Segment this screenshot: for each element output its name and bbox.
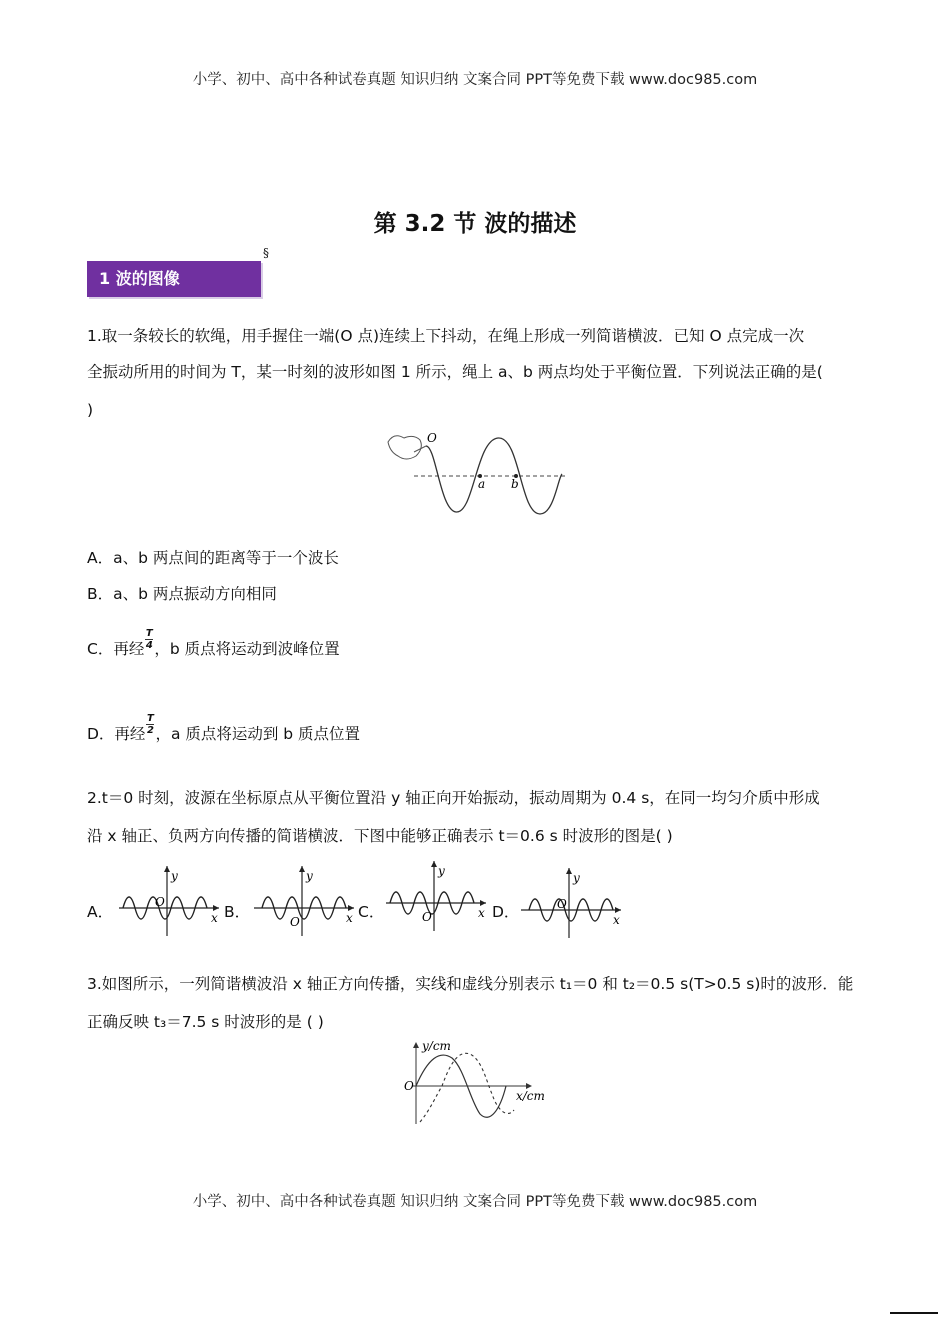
axis-x-label: x bbox=[613, 913, 620, 927]
q1-option-c-text: ，b 质点将运动到波峰位置 bbox=[154, 640, 340, 658]
q2-option-b-label: B． bbox=[224, 903, 251, 921]
axis-x-label: x bbox=[211, 911, 218, 925]
axis-x-label: x bbox=[346, 911, 353, 925]
q2-line1: 2.t＝0 时刻，波源在坐标原点从平衡位置沿 y 轴正向开始振动，振动周期为 0.4 s，在同一均匀介质中形成 bbox=[87, 789, 820, 807]
axis-y-label: y bbox=[573, 871, 580, 885]
q1-option-a: A．a、b 两点间的距离等于一个波长 bbox=[87, 549, 339, 567]
q2-line2: 沿 x 轴正、负两方向传播的简谐横波．下图中能够正确表示 t＝0.6 s 时波形的图是( ) bbox=[87, 827, 673, 845]
axis-x-label: x bbox=[478, 906, 485, 920]
label-b: b bbox=[511, 477, 519, 491]
q1-option-d-prefix: D．再经 bbox=[87, 725, 146, 743]
section-mark: § bbox=[263, 246, 269, 260]
axis-y-label: y/cm bbox=[422, 1040, 451, 1053]
page-header: 小学、初中、高中各种试卷真题 知识归纳 文案合同 PPT等免费下载 www.doc985.com bbox=[192, 72, 758, 88]
label-o: O bbox=[427, 431, 437, 445]
section-heading: 1 波的图像 bbox=[87, 261, 261, 297]
q3-wave-figure bbox=[400, 1040, 550, 1128]
label-a: a bbox=[478, 477, 486, 491]
q1-option-c bbox=[87, 628, 340, 659]
q2-graph-d bbox=[517, 862, 627, 942]
q1-option-d bbox=[87, 713, 360, 744]
dashed-wave bbox=[420, 1053, 514, 1122]
fraction-t-over-2: $\frac{T}{2}$ bbox=[146, 713, 154, 736]
corner-rule bbox=[890, 1312, 938, 1314]
q1-option-c-prefix: C．再经 bbox=[87, 640, 145, 658]
origin-label: O bbox=[155, 895, 165, 909]
q1-wave-figure bbox=[380, 428, 580, 523]
axis-y-label: y bbox=[306, 869, 313, 883]
axis-y-label: y bbox=[171, 869, 178, 883]
q3-line2: 正确反映 t₃＝7.5 s 时波形的是 ( ) bbox=[87, 1013, 324, 1031]
q1-line3: ) bbox=[87, 401, 94, 419]
q1-option-d-text: ，a 质点将运动到 b 质点位置 bbox=[155, 725, 361, 743]
page-title: 第 3.2 节 波的描述 bbox=[373, 211, 577, 237]
q2-option-d-label: D． bbox=[492, 903, 520, 921]
origin-label: O bbox=[404, 1079, 414, 1093]
q1-line1: 1.取一条较长的软绳，用手握住一端(O 点)连续上下抖动，在绳上形成一列简谐横波．已知 O 点完成一次 bbox=[87, 327, 805, 345]
q2-graph-a bbox=[115, 860, 225, 940]
q2-option-c-label: C． bbox=[358, 903, 385, 921]
q2-graph-b bbox=[250, 860, 360, 940]
page-footer: 小学、初中、高中各种试卷真题 知识归纳 文案合同 PPT等免费下载 www.doc985.com bbox=[192, 1194, 758, 1210]
q3-line1: 3.如图所示，一列简谐横波沿 x 轴正方向传播，实线和虚线分别表示 t₁＝0 和 t₂＝0.5 s(T>0.5 s)时的波形．能 bbox=[87, 975, 854, 993]
origin-label: O bbox=[422, 910, 432, 924]
axis-x-label: x/cm bbox=[516, 1089, 545, 1103]
fraction-t-over-4: $\frac{T}{4}$ bbox=[145, 628, 153, 651]
origin-label: O bbox=[290, 915, 300, 929]
hand-icon bbox=[388, 436, 421, 459]
axis-y-label: y bbox=[438, 864, 445, 878]
q1-option-b: B．a、b 两点振动方向相同 bbox=[87, 585, 277, 603]
q1-line2: 全振动所用的时间为 T，某一时刻的波形如图 1 所示，绳上 a、b 两点均处于平衡位置．下列说法正确的是( bbox=[87, 363, 823, 381]
q2-option-a-label: A． bbox=[87, 903, 114, 921]
origin-label: O bbox=[557, 897, 567, 911]
q2-graph-c bbox=[382, 855, 492, 935]
